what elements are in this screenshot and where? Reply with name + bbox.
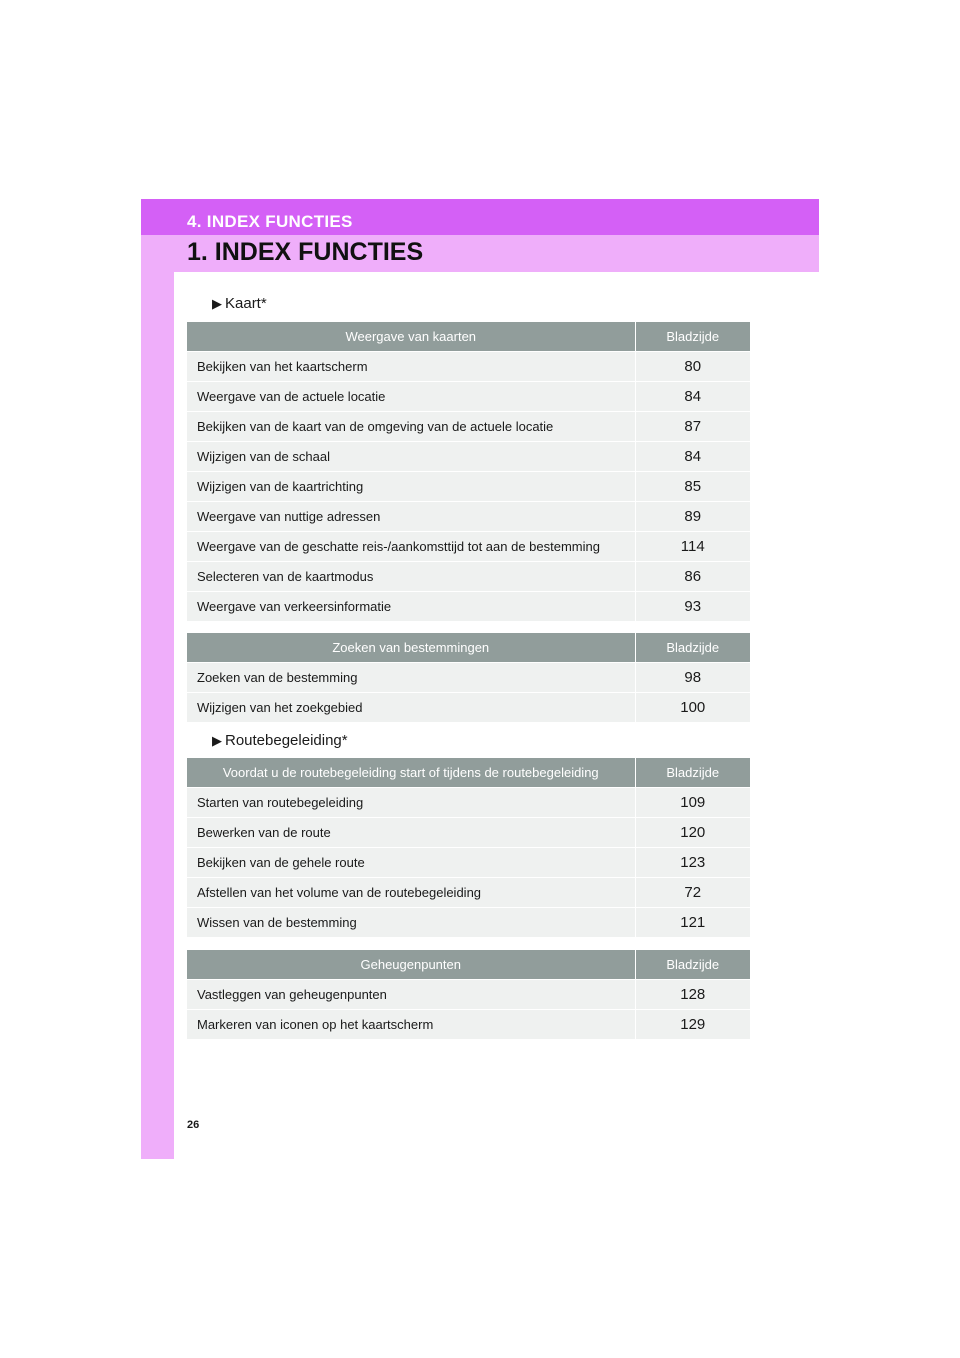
- row-page: 72: [635, 878, 750, 908]
- table-row: [187, 1010, 750, 1040]
- row-label: Markeren van iconen op het kaartscherm: [187, 1010, 635, 1040]
- row-page: 128: [635, 980, 750, 1010]
- row-label: Starten van routebegeleiding: [187, 788, 635, 818]
- row-page: 109: [635, 788, 750, 818]
- row-label: Weergave van de actuele locatie: [187, 382, 635, 412]
- row-label: Wijzigen van de schaal: [187, 442, 635, 472]
- row-page: 84: [635, 382, 750, 412]
- chapter-header: [141, 199, 819, 235]
- table-row: [187, 592, 750, 622]
- table-row: [187, 472, 750, 502]
- row-label: Zoeken van de bestemming: [187, 663, 635, 693]
- row-label: Weergave van verkeersinformatie: [187, 592, 635, 622]
- table-row: [187, 788, 750, 818]
- table-header-description: Zoeken van bestemmingen: [187, 633, 635, 663]
- row-page: 123: [635, 848, 750, 878]
- row-label: Afstellen van het volume van de routebegeleiding: [187, 878, 635, 908]
- page-title: 1. INDEX FUNCTIES: [187, 238, 424, 266]
- table-row: [187, 693, 750, 723]
- table-row: [187, 848, 750, 878]
- row-label: Wijzigen van het zoekgebied: [187, 693, 635, 723]
- table-row: [187, 532, 750, 562]
- triangle-right-icon: ▶: [212, 296, 222, 311]
- table-row: [187, 382, 750, 412]
- table-header-description: Weergave van kaarten: [187, 322, 635, 352]
- row-page: 87: [635, 412, 750, 442]
- table-row: [187, 878, 750, 908]
- row-page: 121: [635, 908, 750, 938]
- row-label: Wijzigen van de kaartrichting: [187, 472, 635, 502]
- row-page: 120: [635, 818, 750, 848]
- row-page: 85: [635, 472, 750, 502]
- table-header-description: Voordat u de routebegeleiding start of tijdens de routebegeleiding: [187, 758, 635, 788]
- table-row: [187, 442, 750, 472]
- table-zoeken-van-bestemmingen: [187, 633, 750, 723]
- table-routebegeleiding: [187, 758, 750, 938]
- row-label: Bekijken van het kaartscherm: [187, 352, 635, 382]
- table-row: [187, 562, 750, 592]
- row-page: 84: [635, 442, 750, 472]
- section-heading-kaart: [212, 295, 267, 312]
- row-label: Vastleggen van geheugenpunten: [187, 980, 635, 1010]
- table-row: [187, 502, 750, 532]
- table-header-row: [187, 322, 750, 352]
- row-page: 80: [635, 352, 750, 382]
- table-header-row: [187, 758, 750, 788]
- row-label: Weergave van nuttige adressen: [187, 502, 635, 532]
- table-header-page: Bladzijde: [635, 322, 750, 352]
- table-header-row: [187, 633, 750, 663]
- table-header-description: Geheugenpunten: [187, 950, 635, 980]
- page-number: 26: [187, 1119, 200, 1131]
- row-label: Bewerken van de route: [187, 818, 635, 848]
- chapter-title: 4. INDEX FUNCTIES: [187, 212, 353, 231]
- table-header-page: Bladzijde: [635, 950, 750, 980]
- section-heading-label: Kaart*: [225, 295, 267, 312]
- row-page: 93: [635, 592, 750, 622]
- table-header-row: [187, 950, 750, 980]
- section-heading-routebegeleiding: [212, 732, 348, 749]
- table-row: [187, 908, 750, 938]
- row-page: 114: [635, 532, 750, 562]
- table-geheugenpunten: [187, 950, 750, 1040]
- table-header-page: Bladzijde: [635, 758, 750, 788]
- table-header-page: Bladzijde: [635, 633, 750, 663]
- triangle-right-icon: ▶: [212, 733, 222, 748]
- row-label: Selecteren van de kaartmodus: [187, 562, 635, 592]
- section-header: [141, 235, 819, 272]
- table-row: [187, 663, 750, 693]
- row-page: 129: [635, 1010, 750, 1040]
- side-strip: [141, 199, 174, 1159]
- table-row: [187, 352, 750, 382]
- row-page: 89: [635, 502, 750, 532]
- section-heading-label: Routebegeleiding*: [225, 732, 348, 749]
- row-page: 86: [635, 562, 750, 592]
- row-label: Bekijken van de gehele route: [187, 848, 635, 878]
- row-label: Weergave van de geschatte reis-/aankomsttijd tot aan de bestemming: [187, 532, 635, 562]
- table-row: [187, 980, 750, 1010]
- row-page: 100: [635, 693, 750, 723]
- row-page: 98: [635, 663, 750, 693]
- table-row: [187, 818, 750, 848]
- row-label: Wissen van de bestemming: [187, 908, 635, 938]
- table-weergave-van-kaarten: [187, 322, 750, 622]
- row-label: Bekijken van de kaart van de omgeving van de actuele locatie: [187, 412, 635, 442]
- table-row: [187, 412, 750, 442]
